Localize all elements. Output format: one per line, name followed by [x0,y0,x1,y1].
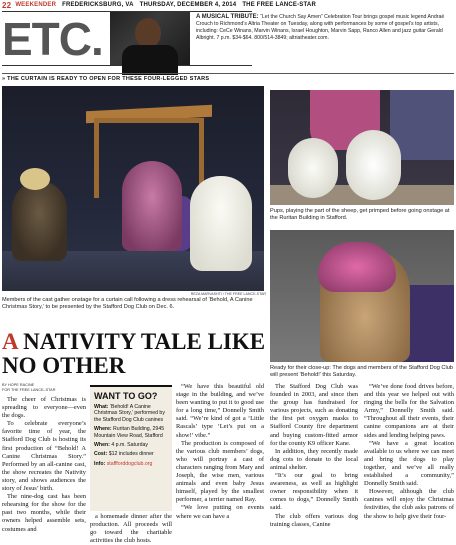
article-column-1 [2,396,86,540]
byline-author: BY HOPE RACINE [2,383,35,387]
dog-shepherd [12,181,67,261]
want-what-value: ‘Behold! A Canine Christmas Story,’ performed by the Stafford Dog Club canines [94,404,165,423]
masthead-date: THURSDAY, DECEMBER 4, 2014 [139,2,237,8]
paragraph: To celebrate everyone’s favorite time of year, the Stafford Dog Club is hosting its first production of “Behold! A Canine Christmas Story.” Performed by an all-canine cast, the show recreates the Nativity story, and shows audiences the story of Jesus’ birth. [2,420,86,493]
masthead-paper: THE FREE LANCE-STAR [242,2,317,8]
tribute-blurb [196,14,454,42]
pups-photo [270,90,454,205]
tribute-title: A MUSICAL TRIBUTE: [196,14,259,20]
main-photo-caption: Members of the cast gather onstage for a curtain call following a dress rehearsal of ‘Behold, A Canine Christmas Story,’ to be presented by the Stafford Dog Club on Dec. 6. [2,297,253,310]
paragraph: “We have this beautiful old stage in the building, and we’ve been wanting to put it to good use for a long time,” Donnelly Smith said. “We’re kind of got a ‘Little Rascals’ type ‘Let’s put on a show!’ vibe.” [176,383,264,439]
want-info-label: Info: [94,460,106,467]
article-column-2 [90,513,172,545]
paragraph: In addition, they recently made dog cots to donate to the local animal shelter. [270,447,358,471]
page-number: 22 [2,0,12,10]
section-name: WEEKENDER [15,2,57,8]
photo-credit: REZA MARVASHTI / THE FREE LANCE-STAR [190,292,266,296]
pup-sheep-2 [346,130,401,200]
article-column-5 [364,383,454,540]
kicker: » THE CURTAIN IS READY TO OPEN FOR THESE FOUR-LEGGED STARS [2,73,454,82]
paragraph: “We love putting on events where we can have a [176,504,264,520]
want-what-label: What: [94,404,109,410]
closeup-dog-hat [318,242,396,292]
paragraph: “We have a great location available to us where we can meet and bring the dogs to play together, and we’ve all really established a community,” Donnelly Smith said. [364,439,454,488]
article-headline [2,330,267,378]
want-when [94,442,168,448]
byline-org: FOR THE FREE LANCE–STAR [2,388,56,392]
want-what [94,404,168,423]
want-to-go-box [90,385,172,511]
article-column-3 [176,383,264,540]
masthead-location: FREDERICKSBURG, VA [62,2,134,8]
paragraph: “We’ve done food drives before, and this year we helped out with ringing the bells for the Salvation Army,” Donnelly Smith said. “Throughout all their events, their canine companions are at their sides and lending helping paws. [364,383,454,439]
etc-logo: ETC. [2,12,103,65]
headline-first-word: A [2,329,18,354]
paragraph: a homemade dinner after the production. All proceeds will go toward the charitable activities the club hosts. [90,513,172,545]
paragraph: However, although the club canines will enjoy the Christmas festivities, the club asks patrons of the show to help give their four- [364,488,454,520]
dog-pink-costume [122,161,182,251]
dog-white-pyrenees [190,176,252,271]
headline-rest: NATIVITY TALE LIKE NO OTHER [2,329,266,378]
pups-photo-caption: Pups, playing the part of the sheep, get primped before going onstage at the Ruritan Building in Stafford. [270,208,450,221]
want-info-link[interactable]: staffforddogclub.org [106,460,153,467]
paragraph: The nine-dog cast has been rehearsing for the show for the past two months, while their owners helped assemble sets, costumes and [2,493,86,533]
singer-body-shape [122,45,178,75]
want-cost [94,451,168,457]
want-when-value: 4 p.m. Saturday [111,442,148,449]
masthead-bar [0,0,456,10]
want-where-value: Ruritan Building, 2945 Mountain View Road, Stafford [94,426,165,439]
want-where-label: Where: [94,426,112,433]
paragraph: The production is composed of the various club members’ dogs, who will portray a cast of characters ranging from Mary and Joseph, the wise men, various animals and even baby Jesus himself, played by the smallest performer, a terrier named Ray. [176,439,264,504]
singer-head-shape [135,18,161,48]
main-photo [2,86,264,291]
want-cost-value: $12 includes dinner [108,451,154,458]
paragraph: The Stafford Dog Club was founded in 2003, and since then the group has fundraised for various projects, such as donating the first pet oxygen masks to Stafford County fire department and buying custom-fitted armor for the county K9 officer Kane. [270,383,358,447]
pup-sheep-1 [288,138,338,198]
singer-photo [110,12,190,65]
paragraph: “It’s our goal to bring awareness, as well as highlight owner responsibility when it comes to dogs,” Donnelly Smith said. [270,472,358,512]
want-cost-label: Cost: [94,451,108,458]
closeup-photo [270,230,454,362]
want-info [94,461,168,467]
paragraph: The club offers various dog training classes, Canine [270,512,358,528]
want-when-label: When: [94,442,110,449]
want-to-go-title: WANT TO GO? [94,391,158,401]
byline [2,383,82,393]
closeup-photo-caption: Ready for their close-up: The dogs and members of the Stafford Dog Club will present ‘Behold!’ this Saturday. [270,365,453,378]
article-column-4 [270,383,358,540]
want-where [94,426,168,439]
tribute-text: “Let the Church Say Amen” Celebration Tour brings gospel music legend Andraé Crouch to Richmond’s Altria Theater on Tuesday, along with performances by some of gospel’s top artists, including: CeCe Winans, Marvin Winans, Israel Houghton, Marvin Sapp, Ranco Allen and jazz guitar Gerald Albright. 7 p.m. $34-$64. 800/514-3849; altriatheater.com. [196,14,445,41]
dog-hat [20,168,50,190]
paragraph: The cheer of Christmas is spreading to everyone—even the dogs. [2,396,86,420]
